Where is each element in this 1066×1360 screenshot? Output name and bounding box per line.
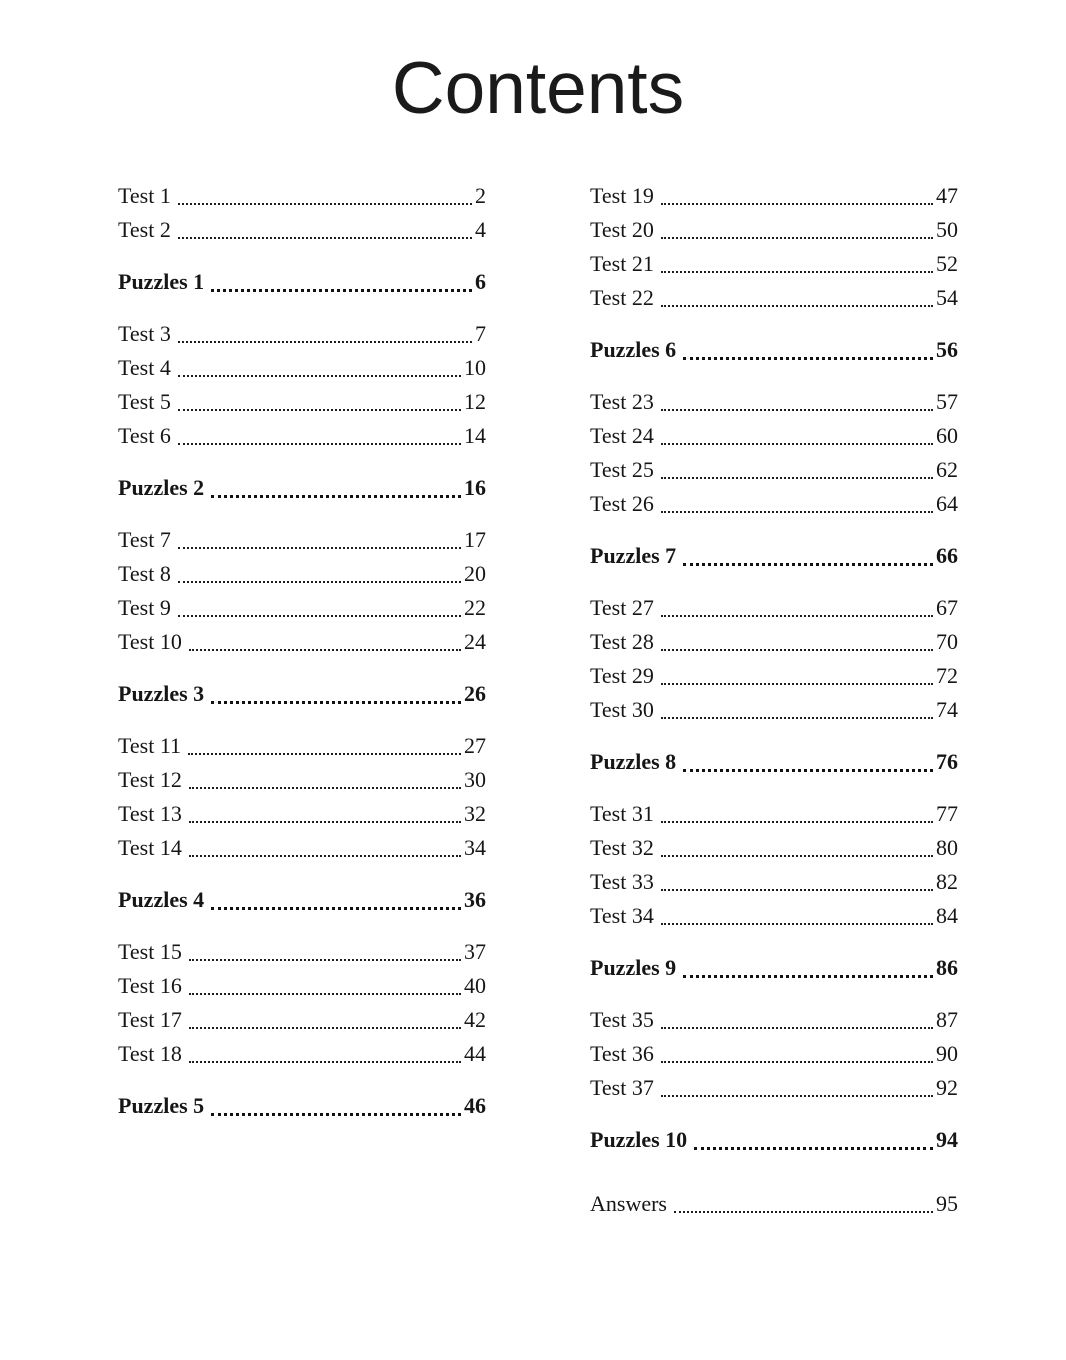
toc-entry-row (590, 245, 958, 279)
dot-leader (178, 237, 472, 239)
toc-entry-page: 10 (464, 355, 486, 380)
toc-entry-label: Puzzles 1 (118, 269, 205, 294)
toc-entry-label: Test 7 (118, 527, 171, 552)
toc-entry-label: Test 9 (118, 595, 171, 620)
dot-leader (211, 495, 461, 498)
dot-leader (661, 889, 933, 891)
dot-leader (661, 1027, 933, 1029)
toc-entry-row (590, 1001, 958, 1035)
toc-entry-page: 84 (936, 903, 958, 928)
dot-leader (661, 477, 933, 479)
table-of-contents (118, 177, 958, 1219)
toc-entry-row (118, 1035, 486, 1069)
toc-entry-page: 47 (936, 183, 958, 208)
toc-entry-page: 22 (464, 595, 486, 620)
toc-entry-label: Test 29 (590, 663, 654, 688)
dot-leader (178, 615, 461, 617)
dot-leader (188, 753, 461, 755)
toc-entry-row (590, 177, 958, 211)
toc-entry-row (118, 349, 486, 383)
toc-section-row (590, 949, 958, 983)
toc-entry-row (118, 727, 486, 761)
dot-leader (178, 581, 461, 583)
toc-entry-label: Test 22 (590, 285, 654, 310)
toc-entry-row (118, 555, 486, 589)
toc-entry-label: Test 11 (118, 733, 182, 758)
toc-entry-row (590, 383, 958, 417)
toc-entry-row (118, 933, 486, 967)
toc-entry-row (590, 863, 958, 897)
toc-entry-row (590, 1185, 958, 1219)
dot-leader (674, 1211, 933, 1213)
dot-leader (211, 289, 472, 292)
dot-leader (661, 1061, 933, 1063)
toc-entry-page: 27 (464, 733, 486, 758)
toc-entry-row (118, 761, 486, 795)
toc-column-right (590, 177, 958, 1219)
toc-entry-page: 92 (936, 1075, 958, 1100)
toc-entry-page: 16 (464, 475, 486, 500)
toc-entry-page: 57 (936, 389, 958, 414)
dot-leader (211, 701, 461, 704)
toc-entry-row (590, 1035, 958, 1069)
toc-entry-label: Puzzles 2 (118, 475, 205, 500)
toc-entry-page: 60 (936, 423, 958, 448)
dot-leader (189, 993, 461, 995)
toc-section-row (118, 469, 486, 503)
toc-entry-label: Test 31 (590, 801, 654, 826)
toc-entry-label: Test 18 (118, 1041, 182, 1066)
toc-entry-label: Answers (590, 1191, 667, 1216)
toc-section-row (118, 881, 486, 915)
dot-leader (683, 357, 933, 360)
toc-entry-page: 7 (475, 321, 486, 346)
dot-leader (178, 203, 472, 205)
toc-entry-label: Test 19 (590, 183, 654, 208)
toc-column-left (118, 177, 486, 1219)
toc-entry-label: Puzzles 7 (590, 543, 677, 568)
toc-entry-row (590, 589, 958, 623)
toc-entry-page: 52 (936, 251, 958, 276)
toc-entry-page: 26 (464, 681, 486, 706)
toc-entry-page: 86 (936, 955, 958, 980)
toc-entry-row (590, 657, 958, 691)
toc-entry-page: 64 (936, 491, 958, 516)
toc-entry-label: Test 6 (118, 423, 171, 448)
dot-leader (189, 1027, 461, 1029)
dot-leader (178, 443, 461, 445)
dot-leader (661, 409, 933, 411)
toc-entry-label: Test 33 (590, 869, 654, 894)
toc-entry-page: 30 (464, 767, 486, 792)
toc-entry-label: Test 5 (118, 389, 171, 414)
dot-leader (178, 341, 472, 343)
toc-entry-row (118, 417, 486, 451)
toc-entry-row (118, 589, 486, 623)
toc-entry-row (118, 623, 486, 657)
toc-section-row (118, 675, 486, 709)
toc-entry-label: Puzzles 3 (118, 681, 205, 706)
toc-section-row (590, 331, 958, 365)
toc-entry-label: Test 30 (590, 697, 654, 722)
toc-entry-row (590, 485, 958, 519)
toc-entry-page: 95 (936, 1191, 958, 1216)
toc-entry-page: 32 (464, 801, 486, 826)
toc-entry-label: Test 12 (118, 767, 182, 792)
toc-entry-label: Test 2 (118, 217, 171, 242)
toc-entry-label: Puzzles 9 (590, 955, 677, 980)
toc-entry-label: Test 28 (590, 629, 654, 654)
toc-entry-label: Test 20 (590, 217, 654, 242)
toc-entry-label: Test 17 (118, 1007, 182, 1032)
dot-leader (683, 975, 933, 978)
toc-entry-page: 46 (464, 1093, 486, 1118)
toc-entry-page: 42 (464, 1007, 486, 1032)
dot-leader (661, 1095, 933, 1097)
toc-section-row (590, 743, 958, 777)
toc-entry-label: Puzzles 5 (118, 1093, 205, 1118)
dot-leader (661, 615, 933, 617)
toc-entry-label: Test 10 (118, 629, 182, 654)
toc-entry-label: Test 35 (590, 1007, 654, 1032)
toc-entry-row (118, 1001, 486, 1035)
toc-entry-page: 14 (464, 423, 486, 448)
toc-entry-row (590, 417, 958, 451)
toc-entry-page: 24 (464, 629, 486, 654)
toc-entry-label: Test 26 (590, 491, 654, 516)
toc-entry-label: Test 23 (590, 389, 654, 414)
toc-entry-label: Puzzles 4 (118, 887, 205, 912)
toc-entry-page: 74 (936, 697, 958, 722)
dot-leader (189, 855, 461, 857)
toc-entry-label: Test 21 (590, 251, 654, 276)
dot-leader (661, 443, 933, 445)
toc-entry-row (590, 829, 958, 863)
toc-entry-page: 77 (936, 801, 958, 826)
toc-entry-label: Test 1 (118, 183, 171, 208)
dot-leader (683, 563, 933, 566)
toc-entry-page: 36 (464, 887, 486, 912)
toc-entry-label: Puzzles 6 (590, 337, 677, 362)
toc-entry-label: Puzzles 8 (590, 749, 677, 774)
toc-entry-page: 50 (936, 217, 958, 242)
toc-entry-page: 37 (464, 939, 486, 964)
dot-leader (661, 717, 933, 719)
toc-section-row (590, 1121, 958, 1155)
toc-entry-page: 87 (936, 1007, 958, 1032)
toc-entry-page: 66 (936, 543, 958, 568)
toc-entry-row (118, 315, 486, 349)
toc-entry-row (590, 691, 958, 725)
dot-leader (661, 855, 933, 857)
dot-leader (189, 821, 461, 823)
toc-entry-page: 44 (464, 1041, 486, 1066)
toc-entry-page: 20 (464, 561, 486, 586)
toc-section-row (118, 263, 486, 297)
toc-entry-page: 2 (475, 183, 486, 208)
toc-entry-page: 70 (936, 629, 958, 654)
toc-section-row (118, 1087, 486, 1121)
page-title: Contents (391, 48, 685, 129)
toc-entry-page: 4 (475, 217, 486, 242)
toc-entry-row (118, 211, 486, 245)
toc-entry-label: Test 13 (118, 801, 182, 826)
toc-entry-page: 67 (936, 595, 958, 620)
dot-leader (661, 305, 933, 307)
dot-leader (189, 1061, 461, 1063)
dot-leader (661, 683, 933, 685)
toc-entry-page: 6 (475, 269, 486, 294)
toc-entry-label: Test 25 (590, 457, 654, 482)
toc-entry-label: Test 3 (118, 321, 171, 346)
toc-entry-label: Test 8 (118, 561, 171, 586)
dot-leader (211, 1113, 461, 1116)
dot-leader (178, 409, 461, 411)
toc-entry-label: Test 24 (590, 423, 654, 448)
toc-entry-page: 40 (464, 973, 486, 998)
toc-entry-page: 34 (464, 835, 486, 860)
dot-leader (178, 375, 461, 377)
dot-leader (694, 1147, 933, 1150)
toc-entry-row (118, 829, 486, 863)
toc-entry-label: Test 32 (590, 835, 654, 860)
toc-entry-label: Test 14 (118, 835, 182, 860)
toc-entry-page: 54 (936, 285, 958, 310)
toc-entry-page: 90 (936, 1041, 958, 1066)
toc-entry-row (590, 795, 958, 829)
toc-entry-row (590, 211, 958, 245)
toc-entry-label: Test 16 (118, 973, 182, 998)
toc-entry-page: 12 (464, 389, 486, 414)
toc-entry-page: 94 (936, 1127, 958, 1152)
toc-entry-label: Test 34 (590, 903, 654, 928)
toc-entry-page: 17 (464, 527, 486, 552)
toc-entry-label: Test 37 (590, 1075, 654, 1100)
dot-leader (189, 649, 461, 651)
toc-entry-page: 76 (936, 749, 958, 774)
toc-entry-label: Test 4 (118, 355, 171, 380)
dot-leader (661, 821, 933, 823)
dot-leader (661, 237, 933, 239)
toc-entry-row (590, 279, 958, 313)
toc-entry-page: 62 (936, 457, 958, 482)
dot-leader (661, 271, 933, 273)
toc-entry-row (118, 795, 486, 829)
toc-entry-row (590, 1069, 958, 1103)
dot-leader (661, 511, 933, 513)
dot-leader (189, 787, 461, 789)
toc-entry-label: Test 36 (590, 1041, 654, 1066)
toc-entry-label: Test 15 (118, 939, 182, 964)
dot-leader (661, 203, 933, 205)
toc-section-row (590, 537, 958, 571)
dot-leader (683, 769, 933, 772)
dot-leader (189, 959, 461, 961)
toc-entry-page: 72 (936, 663, 958, 688)
toc-entry-label: Puzzles 10 (590, 1127, 688, 1152)
toc-entry-row (118, 383, 486, 417)
toc-entry-row (118, 967, 486, 1001)
dot-leader (178, 547, 461, 549)
dot-leader (661, 649, 933, 651)
toc-entry-page: 56 (936, 337, 958, 362)
toc-entry-row (118, 521, 486, 555)
toc-entry-row (590, 451, 958, 485)
toc-entry-page: 82 (936, 869, 958, 894)
toc-entry-row (590, 623, 958, 657)
dot-leader (211, 907, 461, 910)
dot-leader (661, 923, 933, 925)
toc-entry-label: Test 27 (590, 595, 654, 620)
toc-entry-page: 80 (936, 835, 958, 860)
toc-entry-row (590, 897, 958, 931)
toc-entry-row (118, 177, 486, 211)
